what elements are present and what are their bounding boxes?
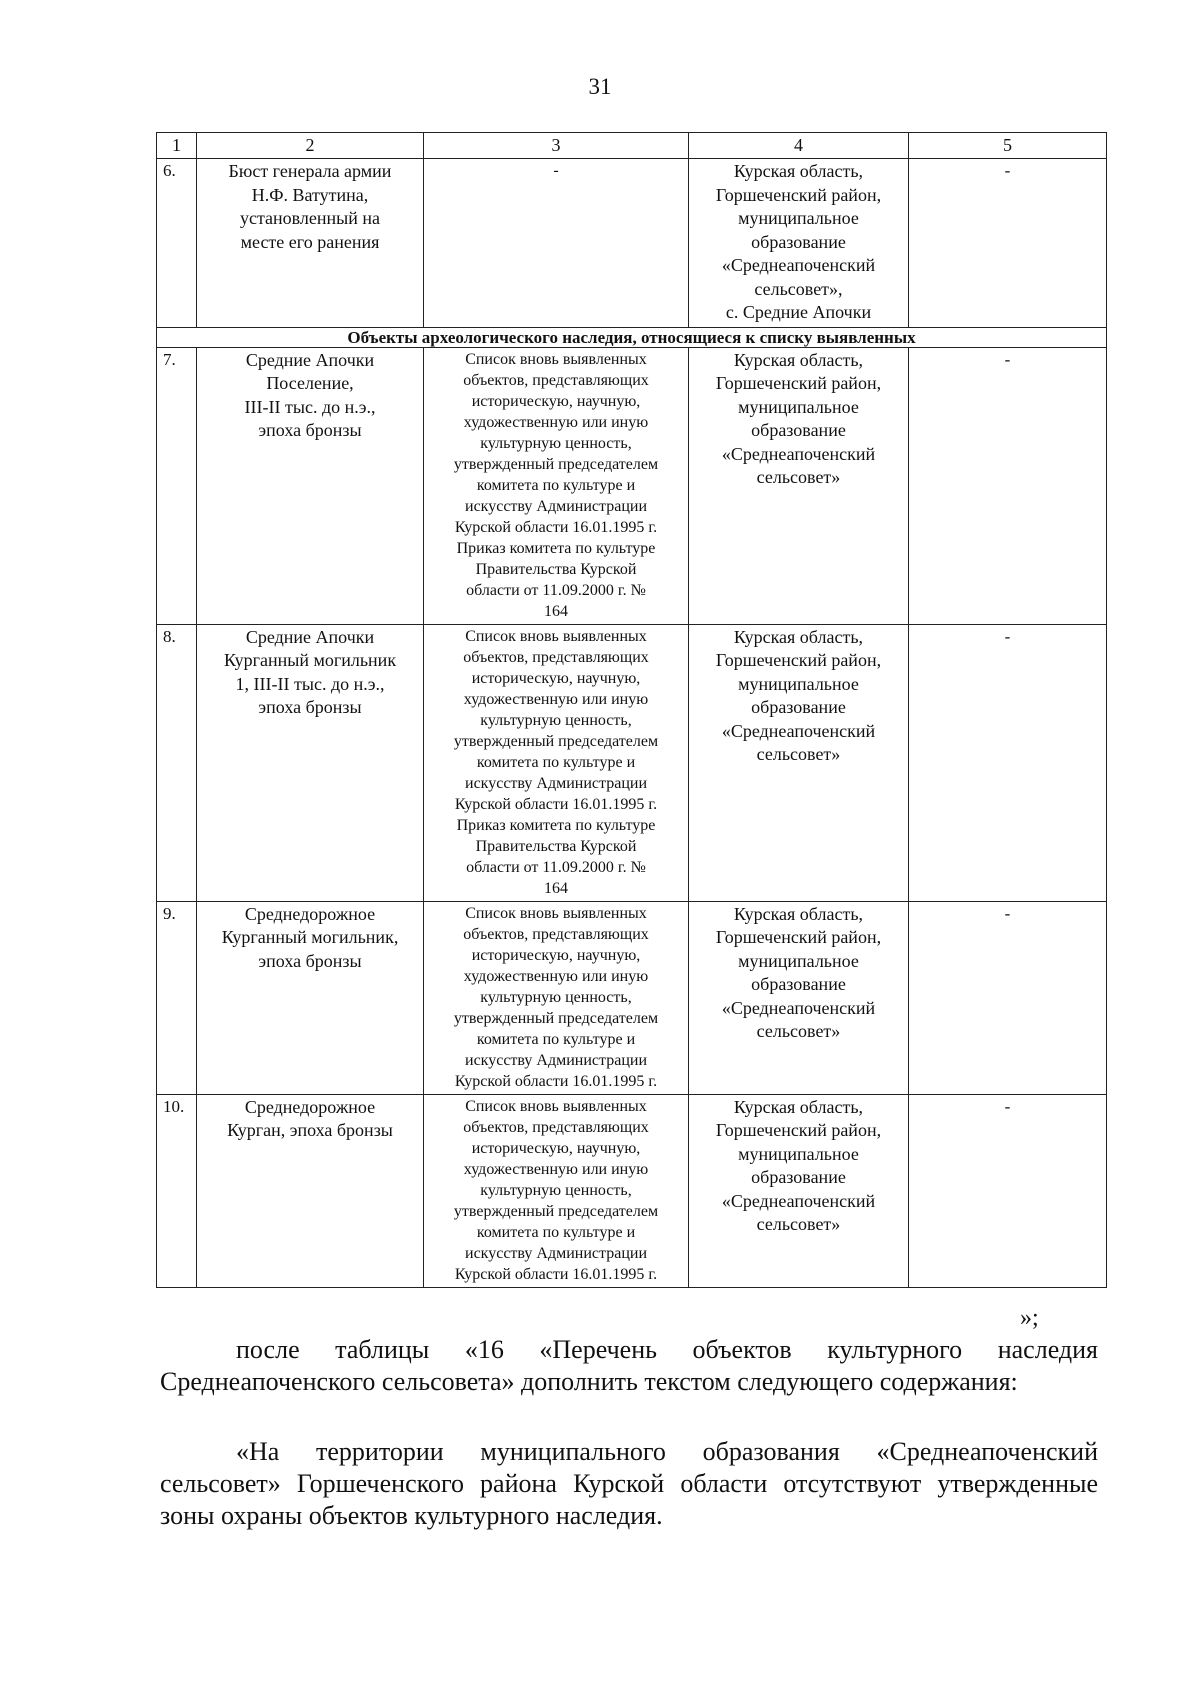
table-row [157,624,1107,901]
table-row [157,901,1107,1094]
object-location-line: Курская область, [733,1096,864,1117]
paragraph-inserted-text-body: «На территории муниципального образования «Среднеапоченский сельсовет» Горшеченского района Курской области отсутствуют утвержденные зоны охраны объектов культурного наследия. [160,1437,1098,1530]
registration-document [424,159,689,328]
registration-document [424,624,689,901]
object-location-line: образование [751,1167,846,1187]
registration-document-line: искусству Администрации [465,1244,647,1262]
registration-document-line: историческую, научную, [471,1139,641,1157]
registration-document-line: Список вновь выявленных [465,1097,647,1115]
column-5-value: - [909,347,1107,624]
registration-document-line: культурную ценность, [480,711,632,729]
table-row [157,159,1107,328]
object-name-line: эпоха бронзы [258,697,362,717]
table-header-row [157,133,1107,159]
object-location-line: сельсовет» [756,744,841,764]
table-body-before [157,159,1107,328]
object-location [689,347,909,624]
registration-document [424,901,689,1094]
object-location-line: Курская область, [733,161,864,181]
object-location-line: «Среднеапоченский [721,720,876,741]
table-row [157,1094,1107,1287]
object-location-line: муниципальное [738,208,859,228]
object-location [689,1094,909,1287]
object-location-line: Горшеченский район, [715,650,882,670]
object-location-line: муниципальное [738,673,859,694]
registration-document-line: Курской области 16.01.1995 г. [454,795,658,813]
object-location-line: «Среднеапоченский [721,997,876,1018]
object-name-line: III-II тыс. до н.э., [244,396,376,417]
registration-document-line: объектов, представляющих [463,925,649,943]
object-location-line: сельсовет» [756,1021,841,1041]
registration-document-line: Курской области 16.01.1995 г. [454,1072,658,1090]
object-location-line: муниципальное [738,1143,859,1164]
object-name-line: установленный на [239,208,381,228]
registration-document-line: художественную или иную [463,967,649,985]
object-location-line: образование [751,974,846,994]
registration-document-line: художественную или иную [463,1160,649,1178]
object-name-line: Курган, эпоха бронзы [227,1120,393,1140]
registration-document-line: Курской области 16.01.1995 г. [454,518,658,536]
registration-document [424,1094,689,1287]
object-location-line: Горшеченский район, [715,184,882,205]
registration-document-line: утвержденный председателем [453,1009,659,1027]
registration-document-line: художественную или иную [463,413,649,431]
object-name [197,347,424,624]
registration-document-line: искусству Администрации [465,497,647,515]
object-name-line: Курганный могильник [223,650,397,670]
row-number: 8. [157,624,197,901]
registration-document-line: 164 [544,602,568,620]
registration-document-line: утвержденный председателем [453,732,659,750]
section-row [157,327,1107,347]
object-location-line: муниципальное [738,950,859,971]
registration-document-line: Список вновь выявленных [465,904,647,922]
object-name-line: месте его ранения [240,231,380,252]
registration-document-line: объектов, представляющих [463,648,649,666]
registration-document-line: области от 11.09.2000 г. № [466,858,646,876]
paragraph-inserted-text [160,1436,1098,1532]
registration-document-line: - [553,162,559,179]
object-name-line: Н.Ф. Ватутина, [251,184,369,205]
registration-document-line: комитета по культуре и [476,753,636,771]
object-location [689,624,909,901]
heritage-table [156,132,1107,1288]
object-name-line: эпоха бронзы [258,950,362,971]
object-location-line: Горшеченский район, [715,1120,882,1140]
object-name [197,159,424,328]
object-location-line: Курская область, [733,349,864,370]
registration-document-line: объектов, представляющих [463,371,649,389]
page-number: 31 [588,74,612,99]
object-name [197,901,424,1094]
object-location-line: Горшеченский район, [715,373,882,393]
registration-document [424,347,689,624]
registration-document-line: утвержденный председателем [453,1202,659,1220]
object-name-line: Курганный могильник, [221,927,399,947]
registration-document-line: Приказ комитета по культуре [456,539,656,557]
object-location [689,901,909,1094]
column-header-2: 2 [197,133,424,159]
object-location-line: Курская область, [733,626,864,647]
registration-document-line: комитета по культуре и [476,476,636,494]
registration-document-line: комитета по культуре и [476,1030,636,1048]
object-name-line: Поселение, [266,373,354,393]
registration-document-line: 164 [544,879,568,897]
column-header-1: 1 [157,133,197,159]
object-location-line: сельсовет» [756,1214,841,1234]
column-header-5: 5 [909,133,1107,159]
object-name-line: Средние Апочки [245,626,375,647]
registration-document-line: объектов, представляющих [463,1118,649,1136]
object-name-line: Средние Апочки [245,349,375,370]
registration-document-line: художественную или иную [463,690,649,708]
registration-document-line: комитета по культуре и [476,1223,636,1241]
object-location-line: образование [751,420,846,440]
object-location-line: сельсовет» [756,467,841,487]
row-number: 6. [157,159,197,328]
row-number: 10. [157,1094,197,1287]
column-5-value: - [909,159,1107,328]
column-5-value: - [909,1094,1107,1287]
row-number: 9. [157,901,197,1094]
registration-document-line: Правительства Курской [475,837,637,855]
registration-document-line: искусству Администрации [465,1051,647,1069]
object-location-line: образование [751,231,846,252]
registration-document-line: Список вновь выявленных [465,627,647,645]
registration-document-line: искусству Администрации [465,774,647,792]
registration-document-line: Список вновь выявленных [465,350,647,368]
object-location-line: муниципальное [738,396,859,417]
object-name-line: Бюст генерала армии [228,161,392,181]
column-header-3: 3 [424,133,689,159]
registration-document-line: историческую, научную, [471,946,641,964]
object-location-line: сельсовет», [754,278,843,299]
registration-document-line: культурную ценность, [480,434,632,452]
object-location-line: «Среднеапоченский [721,255,876,275]
object-location-line: образование [751,697,846,717]
object-name [197,1094,424,1287]
object-name-line: 1, III-II тыс. до н.э., [235,673,385,694]
object-location-line: Курская область, [733,903,864,924]
object-name [197,624,424,901]
registration-document-line: Правительства Курской [475,560,637,578]
section-title: Объекты археологического наследия, относящиеся к списку выявленных [157,327,1107,347]
table-body-after [157,347,1107,1287]
object-location-line: с. Средние Апочки [725,302,872,322]
column-5-value: - [909,624,1107,901]
object-name-line: эпоха бронзы [258,420,362,440]
object-name-line: Среднедорожное [244,1096,376,1117]
registration-document-line: историческую, научную, [471,392,641,410]
registration-document-line: культурную ценность, [480,988,632,1006]
object-location-line: «Среднеапоченский [721,1190,876,1211]
column-header-4: 4 [689,133,909,159]
table-row [157,347,1107,624]
row-number: 7. [157,347,197,624]
object-location-line: «Среднеапоченский [721,443,876,464]
registration-document-line: историческую, научную, [471,669,641,687]
paragraph-amendment-text: после таблицы «16 «Перечень объектов культурного наследия Среднеапоченского сельсовета» дополнить текстом следующего содержания: [160,1335,1098,1396]
object-name-line: Среднедорожное [244,903,376,924]
registration-document-line: Курской области 16.01.1995 г. [454,1265,658,1283]
closing-quote: »; [1020,1305,1039,1331]
paragraph-amendment [160,1334,1098,1398]
registration-document-line: утвержденный председателем [453,455,659,473]
registration-document-line: Приказ комитета по культуре [456,816,656,834]
column-5-value: - [909,901,1107,1094]
object-location-line: Горшеченский район, [715,927,882,947]
object-location [689,159,909,328]
registration-document-line: области от 11.09.2000 г. № [466,581,646,599]
registration-document-line: культурную ценность, [480,1181,632,1199]
